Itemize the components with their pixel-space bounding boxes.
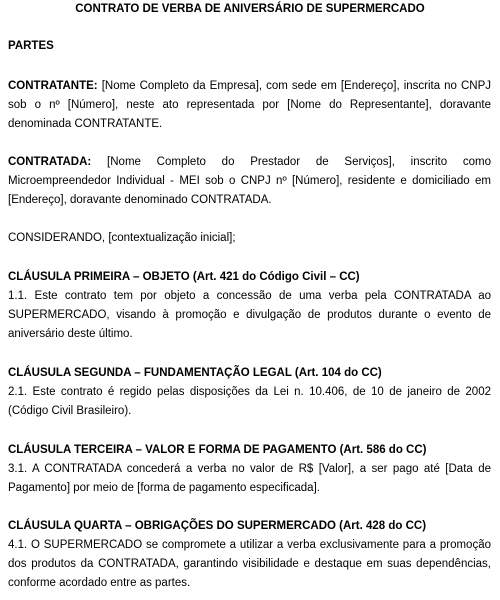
parties-heading: PARTES <box>8 40 54 52</box>
document-title: CONTRATO DE VERBA DE ANIVERSÁRIO DE SUPERMERCADO <box>75 3 425 15</box>
clause-2-heading: CLÁUSULA SEGUNDA – FUNDAMENTAÇÃO LEGAL (Art. 104 do CC) <box>8 367 382 379</box>
clause-1-text: 1.1. Este contrato tem por objeto a concessão de uma verba pela CONTRATADA ao SUPERMERCADO, visando à promoção e divulgação de produtos durante o evento de aniversário deste último. <box>8 290 491 340</box>
clause-1-heading: CLÁUSULA PRIMEIRA – OBJETO (Art. 421 do Código Civil – CC) <box>8 271 360 283</box>
clause-2-text: 2.1. Este contrato é regido pelas disposições da Lei n. 10.406, de 10 de janeiro de 2002 (Código Civil Brasileiro). <box>8 386 491 417</box>
clause-3-heading: CLÁUSULA TERCEIRA – VALOR E FORMA DE PAGAMENTO (Art. 586 do CC) <box>8 444 427 456</box>
contratante-text: [Nome Completo da Empresa], com sede em [Endereço], inscrita no CNPJ sob o nº [Número], neste ato representada por [Nome do Representante], doravante denominada CONTRATANTE. <box>8 80 492 130</box>
contratada-label: CONTRATADA: <box>8 156 92 168</box>
contratada-paragraph <box>8 153 491 210</box>
contratante-label: CONTRATANTE: <box>8 80 98 92</box>
clause-4-heading: CLÁUSULA QUARTA – OBRIGAÇÕES DO SUPERMERCADO (Art. 428 do CC) <box>8 520 427 532</box>
contratada-text: [Nome Completo do Prestador de Serviços], inscrito como Microempreendedor Individual - MEI sob o CNPJ nº [Número], residente e domiciliado em [Endereço], doravante denominado CONTRATADA. <box>8 156 491 206</box>
clause-4-text: 4.1. O SUPERMERCADO se compromete a utilizar a verba exclusivamente para a promoção dos produtos da CONTRATADA, garantindo visibilidade e destaque em suas dependências, conforme acordado entre as partes. <box>8 539 491 589</box>
clause-3-text: 3.1. A CONTRATADA concederá a verba no valor de R$ [Valor], a ser pago até [Data de Pagamento] por meio de [forma de pagamento especificada]. <box>8 463 491 494</box>
considerando-paragraph: CONSIDERANDO, [contextualização inicial]; <box>8 232 236 244</box>
contratante-paragraph <box>8 77 491 134</box>
